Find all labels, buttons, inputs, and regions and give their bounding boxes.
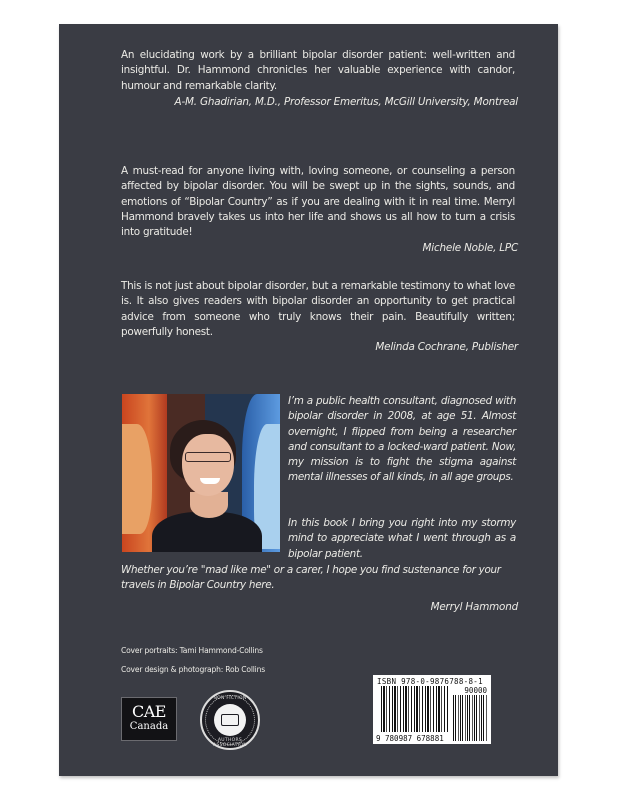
isbn-label: ISBN 978-0-9876788-8-1 bbox=[377, 677, 483, 686]
barcode-bars-main bbox=[381, 686, 449, 732]
barcode-bars-addon bbox=[453, 695, 487, 741]
author-signature: Merryl Hammond bbox=[430, 601, 518, 613]
open-book-quill-icon bbox=[221, 714, 239, 726]
book-back-cover bbox=[59, 24, 558, 776]
blurb-2-attribution: Michele Noble, LPC bbox=[422, 242, 518, 254]
isbn-barcode bbox=[373, 675, 491, 744]
cae-logo-line2: Canada bbox=[129, 721, 169, 732]
nonfiction-authors-association-badge bbox=[200, 690, 260, 750]
nfaa-bottom-text: AUTHORS ASSOCIATION bbox=[213, 738, 247, 748]
author-bio-paragraph-2: In this book I bring you right into my stormy mind to appreciate what I went through as a bipolar patient. bbox=[288, 517, 516, 560]
blurb-2-text: A must-read for anyone living with, loving someone, or counseling a person affected by bipolar disorder. You will be swept up in the sights, sounds, and emotions of “Bipolar Country” as if you are dealing with it in real time. Merryl Hammond bravely takes us into her life and shows us all how to turn a crisis into gratitude! bbox=[121, 165, 515, 239]
nfaa-top-text: NON FICTION bbox=[213, 696, 247, 701]
author-photo bbox=[122, 394, 280, 552]
blurb-3-attribution: Melinda Cochrane, Publisher bbox=[375, 341, 518, 353]
cae-canada-logo bbox=[121, 697, 177, 741]
blurb-1-text: An elucidating work by a brilliant bipolar disorder patient: well-written and insightful. Dr. Hammond chronicles her valuable experience with candor, humour and remarkable clarity. bbox=[121, 49, 515, 92]
barcode-price-code: 90000 bbox=[464, 686, 487, 695]
cae-logo-line1: CAE bbox=[132, 702, 166, 721]
credit-portraits: Cover portraits: Tami Hammond-Collins bbox=[121, 646, 263, 655]
credit-design: Cover design & photograph: Rob Collins bbox=[121, 665, 265, 674]
author-bio-paragraph-1: I’m a public health consultant, diagnosed with bipolar disorder in 2008, at age 51. Almost overnight, I flipped from being a researcher and consultant to a locked-ward patient. Now, my mission is to fight the stigma against mental illnesses of all kinds, in all age groups. bbox=[288, 395, 516, 484]
blurb-3-text: This is not just about bipolar disorder, but a remarkable testimony to what love is. It also gives readers with bipolar disorder an opportunity to get practical advice from someone who truly knows their pain. Beautifully written; powerfully honest. bbox=[121, 280, 515, 338]
blurb-1-attribution: A-M. Ghadirian, M.D., Professor Emeritus, McGill University, Montreal bbox=[174, 96, 518, 108]
author-closing: Whether you’re "mad like me" or a carer, I hope you find sustenance for your travels in Bipolar Country here. bbox=[121, 564, 501, 592]
barcode-number: 9 780987 678881 bbox=[376, 734, 444, 743]
